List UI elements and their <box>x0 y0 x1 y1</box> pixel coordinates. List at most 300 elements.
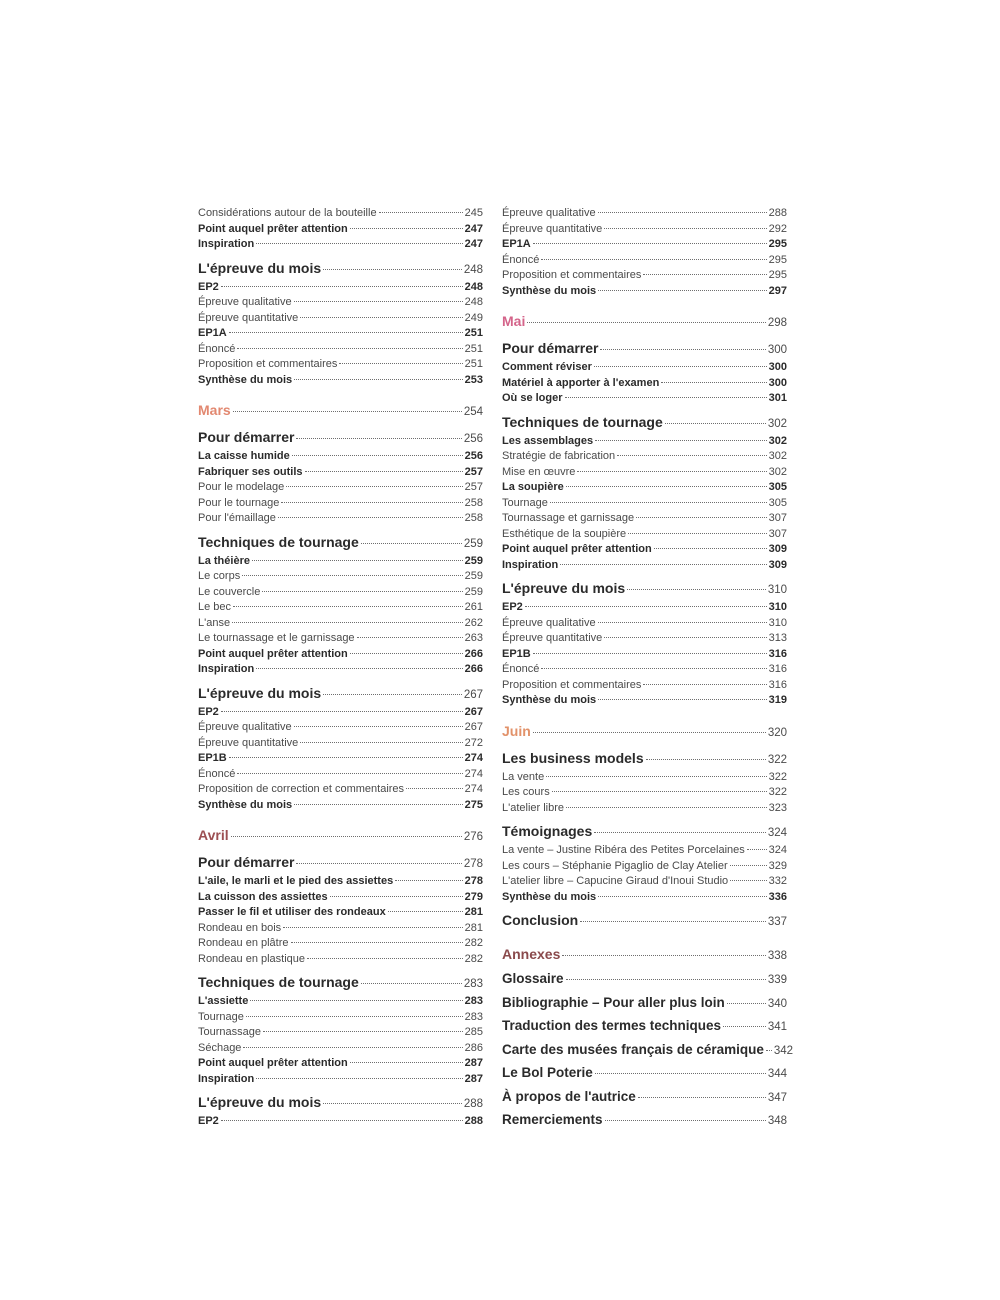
page-number: 285 <box>464 1026 483 1038</box>
page-number: 283 <box>464 995 483 1007</box>
toc-entry-point-auquel-preter-attention <box>502 542 787 558</box>
entry-title: Mai <box>502 313 526 329</box>
dot-leader <box>566 807 767 808</box>
page-number: 322 <box>768 786 787 798</box>
entry-title: Épreuve quantitative <box>502 632 603 644</box>
entry-title: Rondeau en plâtre <box>198 937 289 949</box>
dot-leader <box>330 896 463 897</box>
page-number: 348 <box>767 1115 787 1127</box>
toc-entry-enonce <box>198 342 483 358</box>
page-number: 247 <box>464 238 483 250</box>
page-number: 322 <box>767 753 787 766</box>
page-number: 288 <box>768 207 787 219</box>
toc-entry-synthese-du-mois <box>502 693 787 709</box>
dot-leader <box>533 243 767 244</box>
toc-entry-ep2 <box>198 280 483 296</box>
dot-leader <box>233 606 463 607</box>
entry-title: À propos de l'autrice <box>502 1088 636 1104</box>
entry-title: Juin <box>502 722 531 739</box>
toc-entry-point-auquel-preter-attention <box>198 1056 483 1072</box>
dot-leader <box>281 502 462 503</box>
dot-leader <box>604 228 766 229</box>
page-number: 341 <box>767 1021 787 1033</box>
entry-title: La théière <box>198 554 250 567</box>
entry-title: Synthèse du mois <box>502 694 597 706</box>
page-number: 278 <box>463 858 483 870</box>
dot-leader <box>766 1050 772 1051</box>
page-number: 288 <box>464 1115 483 1127</box>
entry-title: Les business models <box>502 749 644 766</box>
entry-title: EP2 <box>198 280 219 293</box>
entry-title: Stratégie de fabrication <box>502 450 616 462</box>
toc-entry-comment-reviser <box>502 360 787 376</box>
dot-leader <box>604 637 766 638</box>
page-number: 310 <box>767 584 787 596</box>
page-number: 259 <box>464 554 483 567</box>
entry-title: La caisse humide <box>198 450 290 462</box>
toc-entry-considerations-autour-de-la-bouteille <box>198 206 483 222</box>
entry-title: Proposition et commentaires <box>502 678 642 691</box>
dot-leader <box>242 575 462 576</box>
page-number: 282 <box>464 937 483 949</box>
dot-leader <box>598 290 767 291</box>
toc-entry-la-soupiere <box>502 480 787 496</box>
page-number: 302 <box>768 450 787 462</box>
page-number: 266 <box>464 663 483 675</box>
toc-entry-tournassage <box>198 1025 483 1041</box>
dot-leader <box>628 533 766 534</box>
page-number: 316 <box>768 647 787 660</box>
page-number: 262 <box>464 616 483 629</box>
toc-entry-inspiration <box>198 1072 483 1088</box>
entry-title: Pour le tournage <box>198 496 280 509</box>
dot-leader <box>256 1078 462 1079</box>
dot-leader <box>565 397 767 398</box>
dot-leader <box>232 622 463 623</box>
toc-entry-la-theiere <box>198 554 483 570</box>
dot-leader <box>292 455 463 456</box>
toc-entry-mise-en-uvre <box>502 465 787 481</box>
entry-title: Les cours – Stéphanie Pigaglio de Clay Atelier <box>502 859 728 872</box>
toc-entry-enonce <box>502 662 787 678</box>
toc-entry-ep1b <box>198 751 483 767</box>
dot-leader <box>294 301 463 302</box>
dot-leader <box>246 1016 463 1017</box>
dot-leader <box>262 591 462 592</box>
entry-title: Point auquel prêter attention <box>198 222 348 235</box>
entry-title: Les assemblages <box>502 434 594 447</box>
entry-title: Tournassage et garnissage <box>502 512 635 524</box>
toc-entry-enonce <box>198 767 483 783</box>
entry-title: Épreuve qualitative <box>198 296 292 308</box>
toc-entry-glossaire <box>502 968 787 992</box>
dot-leader <box>229 332 463 333</box>
dot-leader <box>747 849 767 850</box>
toc-entry-pour-demarrer <box>198 427 483 449</box>
page-number: 310 <box>768 616 787 629</box>
toc-entry-pour-le-modelage <box>198 480 483 496</box>
dot-leader <box>307 958 463 959</box>
page-number: 305 <box>768 481 787 493</box>
toc-entry-fabriquer-ses-outils <box>198 465 483 481</box>
dot-leader <box>323 269 462 270</box>
dot-leader <box>231 836 462 837</box>
page-number: 245 <box>464 207 483 219</box>
dot-leader <box>291 942 463 943</box>
toc-entry-a-propos-de-l-autrice <box>502 1086 787 1110</box>
toc-entry-point-auquel-preter-attention <box>198 647 483 663</box>
page-number: 300 <box>768 376 787 389</box>
month-heading-mars <box>198 400 483 422</box>
dot-leader <box>221 1120 463 1121</box>
entry-title: Bibliographie – Pour aller plus loin <box>502 994 725 1010</box>
page-number: 282 <box>464 952 483 965</box>
entry-title: Épreuve quantitative <box>502 222 603 235</box>
dot-leader <box>237 348 462 349</box>
entry-title: Énoncé <box>198 342 236 355</box>
dot-leader <box>617 455 767 456</box>
entry-title: Proposition de correction et commentaires <box>198 783 405 795</box>
entry-title: Inspiration <box>198 1072 255 1085</box>
page-number: 259 <box>464 585 483 598</box>
entry-title: EP2 <box>198 705 219 718</box>
entry-title: EP1A <box>502 238 531 250</box>
dot-leader <box>723 1026 766 1027</box>
dot-leader <box>552 791 767 792</box>
toc-entry-inspiration <box>198 662 483 678</box>
toc-entry-tournassage-et-garnissage <box>502 511 787 527</box>
entry-title: Tournassage <box>198 1026 261 1038</box>
dot-leader <box>379 212 463 213</box>
page-number: 323 <box>768 801 787 814</box>
entry-title: La vente – Justine Ribéra des Petites Porcelaines <box>502 844 745 856</box>
dot-leader <box>665 423 766 424</box>
dot-leader <box>605 1120 766 1121</box>
page-number: 287 <box>464 1072 483 1085</box>
page-number: 249 <box>464 311 483 324</box>
page-number: 309 <box>768 558 787 571</box>
page-number: 287 <box>464 1057 483 1069</box>
entry-title: L'atelier libre – Capucine Giraud d'Inoui Studio <box>502 875 729 887</box>
toc-entry-ep2 <box>502 600 787 616</box>
toc-entry-conclusion <box>502 910 787 932</box>
page-number: 297 <box>768 284 787 297</box>
month-heading-mai <box>502 311 787 333</box>
entry-title: Le couvercle <box>198 585 261 598</box>
page-number: 338 <box>767 950 787 962</box>
entry-title: Synthèse du mois <box>198 798 293 811</box>
toc-entry-l-epreuve-du-mois <box>198 683 483 705</box>
page-number: 324 <box>767 827 787 839</box>
page-number: 286 <box>464 1041 483 1054</box>
entry-title: La soupière <box>502 481 564 493</box>
dot-leader <box>600 349 765 350</box>
page-number: 301 <box>768 392 787 404</box>
page-number: 251 <box>464 358 483 370</box>
dot-leader <box>305 471 463 472</box>
entry-title: Techniques de tournage <box>502 413 663 430</box>
entry-title: EP1A <box>198 327 227 339</box>
entry-title: Glossaire <box>502 971 564 986</box>
entry-title: La vente <box>502 770 545 783</box>
entry-title: Matériel à apporter à l'examen <box>502 376 660 389</box>
entry-title: EP2 <box>502 601 523 613</box>
dot-leader <box>350 653 463 654</box>
entry-title: Énoncé <box>502 253 540 266</box>
toc-entry-la-cuisson-des-assiettes <box>198 890 483 906</box>
page-number: 276 <box>463 831 483 843</box>
page-number: 300 <box>768 361 787 373</box>
page-number: 339 <box>767 974 787 986</box>
toc-entry-l-atelier-libre-capucine-giraud-d-inoui-studio <box>502 874 787 890</box>
entry-title: L'assiette <box>198 995 249 1007</box>
toc-entry-tournage <box>502 496 787 512</box>
page-number: 248 <box>464 280 483 293</box>
entry-title: Les cours <box>502 786 550 798</box>
entry-title: Pour démarrer <box>502 340 599 356</box>
page-number: 320 <box>767 726 787 739</box>
toc-entry-epreuve-quantitative <box>502 631 787 647</box>
page-number: 316 <box>768 663 787 675</box>
dot-leader <box>577 471 766 472</box>
page-number: 347 <box>767 1091 787 1104</box>
page-number: 322 <box>768 770 787 783</box>
toc-entry-bibliographie-pour-aller-plus-loin <box>502 992 787 1016</box>
page-number: 275 <box>464 798 483 811</box>
entry-title: La cuisson des assiettes <box>198 890 328 903</box>
toc-entry-le-tournassage-et-le-garnissage <box>198 631 483 647</box>
dot-leader <box>300 742 462 743</box>
entry-title: L'épreuve du mois <box>198 259 322 276</box>
dot-leader <box>560 564 766 565</box>
page-number: 295 <box>768 269 787 281</box>
toc-entry-les-business-models <box>502 748 787 770</box>
dot-leader <box>562 955 765 956</box>
dot-leader <box>243 1047 462 1048</box>
dot-leader <box>256 668 462 669</box>
entry-title: Synthèse du mois <box>502 284 597 297</box>
page-number: 259 <box>463 537 483 550</box>
toc-entry-pour-le-tournage <box>198 496 483 512</box>
dot-leader <box>598 212 767 213</box>
dot-leader <box>598 699 767 700</box>
toc-entry-l-epreuve-du-mois <box>198 258 483 280</box>
toc-entry-l-atelier-libre <box>502 801 787 817</box>
entry-title: Énoncé <box>198 767 236 780</box>
page-number: 272 <box>464 736 483 749</box>
dot-leader <box>221 286 463 287</box>
dot-leader <box>252 560 463 561</box>
toc-entry-strategie-de-fabrication <box>502 449 787 465</box>
page-number: 344 <box>767 1068 787 1080</box>
page-number: 256 <box>463 433 483 445</box>
toc-entry-le-bec <box>198 600 483 616</box>
dot-leader <box>527 322 765 323</box>
entry-title: Mars <box>198 402 231 418</box>
toc-right-column <box>502 206 794 1133</box>
toc-entry-enonce <box>502 253 787 269</box>
toc-left-column <box>198 206 483 1130</box>
page-number: 266 <box>464 647 483 660</box>
dot-leader <box>598 622 767 623</box>
page-number: 302 <box>767 417 787 430</box>
entry-title: Synthèse du mois <box>198 373 293 386</box>
page-number: 267 <box>464 705 483 718</box>
page-number: 258 <box>464 512 483 524</box>
page-number: 267 <box>463 688 483 701</box>
entry-title: Comment réviser <box>502 361 592 373</box>
dot-leader <box>541 259 766 260</box>
toc-entry-pour-l-emaillage <box>198 511 483 527</box>
dot-leader <box>296 438 461 439</box>
toc-entry-epreuve-qualitative <box>502 616 787 632</box>
toc-entry-remerciements <box>502 1109 787 1133</box>
page-number: 283 <box>464 1010 483 1023</box>
entry-title: Considérations autour de la bouteille <box>198 207 377 219</box>
entry-title: Traduction des termes techniques <box>502 1018 722 1033</box>
page-number: 288 <box>463 1098 483 1110</box>
toc-entry-traduction-des-termes-techniques <box>502 1015 787 1039</box>
page-number: 261 <box>464 601 483 613</box>
month-heading-juin <box>502 721 787 743</box>
dot-leader <box>643 274 766 275</box>
page-number: 324 <box>768 844 787 856</box>
page-number: 258 <box>464 496 483 509</box>
entry-title: Rondeau en plastique <box>198 952 306 965</box>
month-heading-annexes <box>502 944 787 966</box>
page-number: 263 <box>464 632 483 644</box>
entry-title: Annexes <box>502 946 561 962</box>
toc-entry-temoignages <box>502 821 787 843</box>
toc-entry-passer-le-fil-et-utiliser-des-rondeaux <box>198 905 483 921</box>
dot-leader <box>730 865 767 866</box>
entry-title: Remerciements <box>502 1112 603 1127</box>
dot-leader <box>294 379 463 380</box>
entry-title: Le tournassage et le garnissage <box>198 632 355 644</box>
toc-entry-le-bol-poterie <box>502 1062 787 1086</box>
page-number: 329 <box>768 859 787 872</box>
toc-entry-techniques-de-tournage <box>502 412 787 434</box>
entry-title: Tournage <box>502 496 548 509</box>
dot-leader <box>594 366 767 367</box>
entry-title: Synthèse du mois <box>502 890 597 903</box>
dot-leader <box>541 668 766 669</box>
entry-title: Pour démarrer <box>198 429 295 445</box>
page-number: 305 <box>768 496 787 509</box>
dot-leader <box>646 759 766 760</box>
toc-entry-epreuve-qualitative <box>502 206 787 222</box>
page-number: 309 <box>768 543 787 555</box>
dot-leader <box>237 773 462 774</box>
toc-entry-proposition-et-commentaires <box>198 357 483 373</box>
entry-title: Inspiration <box>198 238 255 250</box>
entry-title: Pour l'émaillage <box>198 512 276 524</box>
dot-leader <box>654 548 767 549</box>
dot-leader <box>350 1062 463 1063</box>
toc-entry-esthetique-de-la-soupiere <box>502 527 787 543</box>
page-number: 251 <box>464 327 483 339</box>
toc-entry-l-aile-le-marli-et-le-pied-des-assiettes <box>198 874 483 890</box>
entry-title: Témoignages <box>502 823 593 839</box>
entry-title: Inspiration <box>502 558 559 571</box>
dot-leader <box>525 606 767 607</box>
page-number: 267 <box>464 721 483 733</box>
month-heading-avril <box>198 825 483 847</box>
entry-title: Carte des musées français de céramique <box>502 1041 764 1057</box>
entry-title: L'épreuve du mois <box>502 580 626 596</box>
toc-entry-la-vente-justine-ribera-des-petites-porcelaines <box>502 843 787 859</box>
page-number: 248 <box>464 296 483 308</box>
dot-leader <box>580 921 766 922</box>
dot-leader <box>730 880 766 881</box>
toc-entry-la-caisse-humide <box>198 449 483 465</box>
toc-entry-proposition-et-commentaires <box>502 678 787 694</box>
page-number: 316 <box>768 678 787 691</box>
page-number: 247 <box>464 222 483 235</box>
page-number: 253 <box>464 373 483 386</box>
toc-entry-techniques-de-tournage <box>198 972 483 994</box>
toc-entry-rondeau-en-platre <box>198 936 483 952</box>
dot-leader <box>294 804 463 805</box>
dot-leader <box>250 1000 462 1001</box>
dot-leader <box>361 543 462 544</box>
entry-title: Séchage <box>198 1041 242 1054</box>
toc-entry-ep1a <box>198 326 483 342</box>
dot-leader <box>323 1103 462 1104</box>
page-number: 278 <box>464 875 483 887</box>
toc-entry-la-vente <box>502 770 787 786</box>
toc-entry-techniques-de-tournage <box>198 532 483 554</box>
page-number: 307 <box>768 527 787 540</box>
entry-title: Passer le fil et utiliser des rondeaux <box>198 906 386 918</box>
entry-title: Épreuve qualitative <box>502 207 596 219</box>
dot-leader <box>594 832 766 833</box>
entry-title: Épreuve qualitative <box>198 721 292 733</box>
dot-leader <box>350 228 463 229</box>
page-number: 274 <box>464 783 483 795</box>
page-number: 254 <box>463 406 483 418</box>
dot-leader <box>278 517 463 518</box>
toc-entry-epreuve-quantitative <box>198 736 483 752</box>
dot-leader <box>283 927 462 928</box>
dot-leader <box>300 317 462 318</box>
toc-entry-ou-se-loger <box>502 391 787 407</box>
toc-entry-epreuve-quantitative <box>502 222 787 238</box>
page-number: 251 <box>464 342 483 355</box>
toc-entry-rondeau-en-plastique <box>198 952 483 968</box>
entry-title: Épreuve quantitative <box>198 736 299 749</box>
toc-entry-materiel-a-apporter-a-l-examen <box>502 376 787 392</box>
dot-leader <box>595 1073 766 1074</box>
toc-entry-sechage <box>198 1041 483 1057</box>
toc-entry-rondeau-en-bois <box>198 921 483 937</box>
dot-leader <box>294 726 463 727</box>
entry-title: L'épreuve du mois <box>198 684 322 701</box>
dot-leader <box>229 757 463 758</box>
dot-leader <box>339 363 462 364</box>
toc-entry-inspiration <box>502 558 787 574</box>
page-number: 279 <box>464 890 483 903</box>
page-number: 340 <box>767 997 787 1010</box>
page-number: 257 <box>464 465 483 478</box>
dot-leader <box>566 979 766 980</box>
page-number: 298 <box>767 317 787 329</box>
toc-entry-ep2 <box>198 705 483 721</box>
dot-leader <box>595 440 767 441</box>
dot-leader <box>395 880 462 881</box>
dot-leader <box>533 653 767 654</box>
page-number: 302 <box>768 434 787 447</box>
